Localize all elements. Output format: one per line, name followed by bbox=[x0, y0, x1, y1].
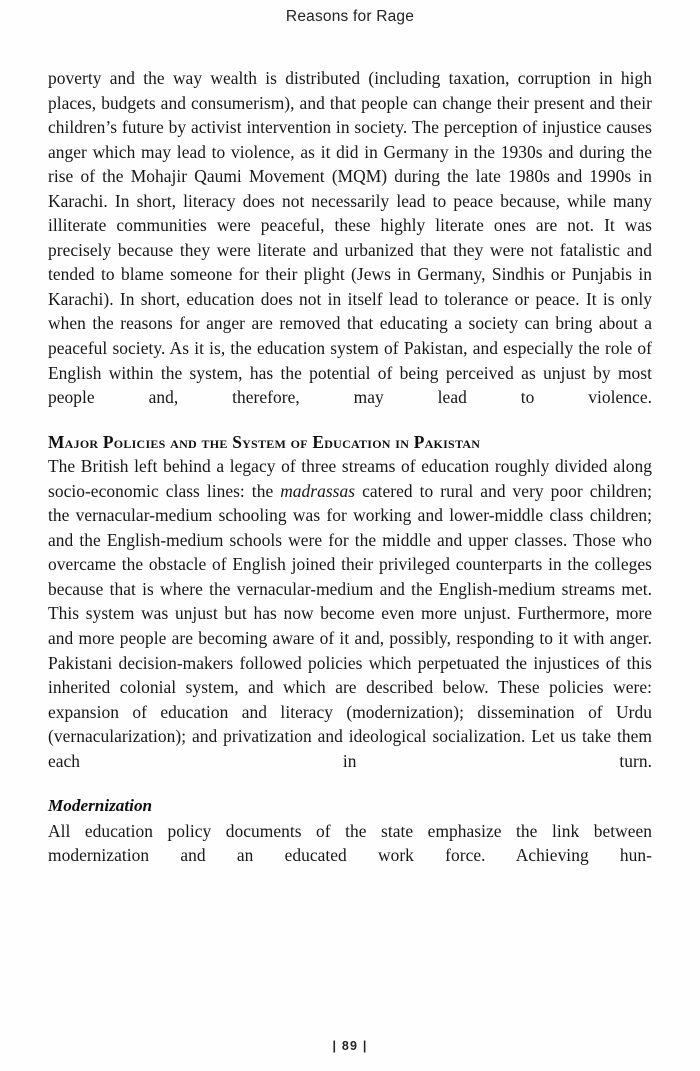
page-number: | 89 | bbox=[332, 1039, 368, 1053]
paragraph-opening: poverty and the way wealth is distributed (including taxation, corruption in high places, budgets and consumerism), and that people can change their present and their children’s future by activist intervention in society. The perception of injustice causes anger which may lead to violence, as it did in Germany in the 1930s and during the rise of the Mohajir Qaumi Movement (MQM) during the late 1980s and 1990s in Karachi. In short, literacy does not necessarily lead to peace because, while many illiterate communities were peaceful, these highly literate ones are not. It was precisely because they were literate and urbanized that they were not fatalistic and tended to blame someone for their plight (Jews in Germany, Sindhis or Punjabis in Karachi). In short, education does not in itself lead to tolerance or peace. It is only when the reasons for anger are removed that educating a society can bring about a peaceful society. As it is, the education system of Pakistan, and especially the role of English within the system, has the potential of being perceived as unjust by most people and, therefore, may lead to violence. bbox=[48, 68, 652, 408]
madrassas-italic-term: madrassas bbox=[280, 480, 356, 501]
sub-heading-modernization: Modernization bbox=[48, 796, 153, 816]
paragraph-streams-of-education bbox=[48, 454, 652, 773]
section-heading: Major Policies and the System of Education in Pakistan bbox=[48, 431, 481, 452]
paragraph-streams-text-part-1: The British left behind a legacy of three streams of education roughly divided along socio-economic class lines: the bbox=[48, 456, 652, 501]
paragraph-streams-text-part-2: catered to rural and very poor children; the vernacular-medium schooling was for working and lower-middle class children; and the English-medium schools were for the middle and upper classes. Those who overcame the obstacle of English joined their privileged counterparts in the colleges because that is where the vernacular-medium and the English-medium streams met. This system was unjust but has now become even more unjust. Furthermore, more and more people are becoming aware of it and, possibly, responding to it with anger. Pakistani decision-makers followed policies which perpetuated the injustices of this inherited colonial system, and which are described below. These policies were: expansion of education and literacy (modernization); dissemination of Urdu (vernacularization); and privatization and ideological socialization. Let us take them each in turn. bbox=[48, 480, 652, 771]
paragraph-modernization-body: All education policy documents of the state emphasize the link between modernization and an educated work force. Achieving hun- bbox=[48, 820, 652, 866]
running-header: Reasons for Rage bbox=[285, 8, 415, 25]
text-column bbox=[48, 66, 652, 868]
